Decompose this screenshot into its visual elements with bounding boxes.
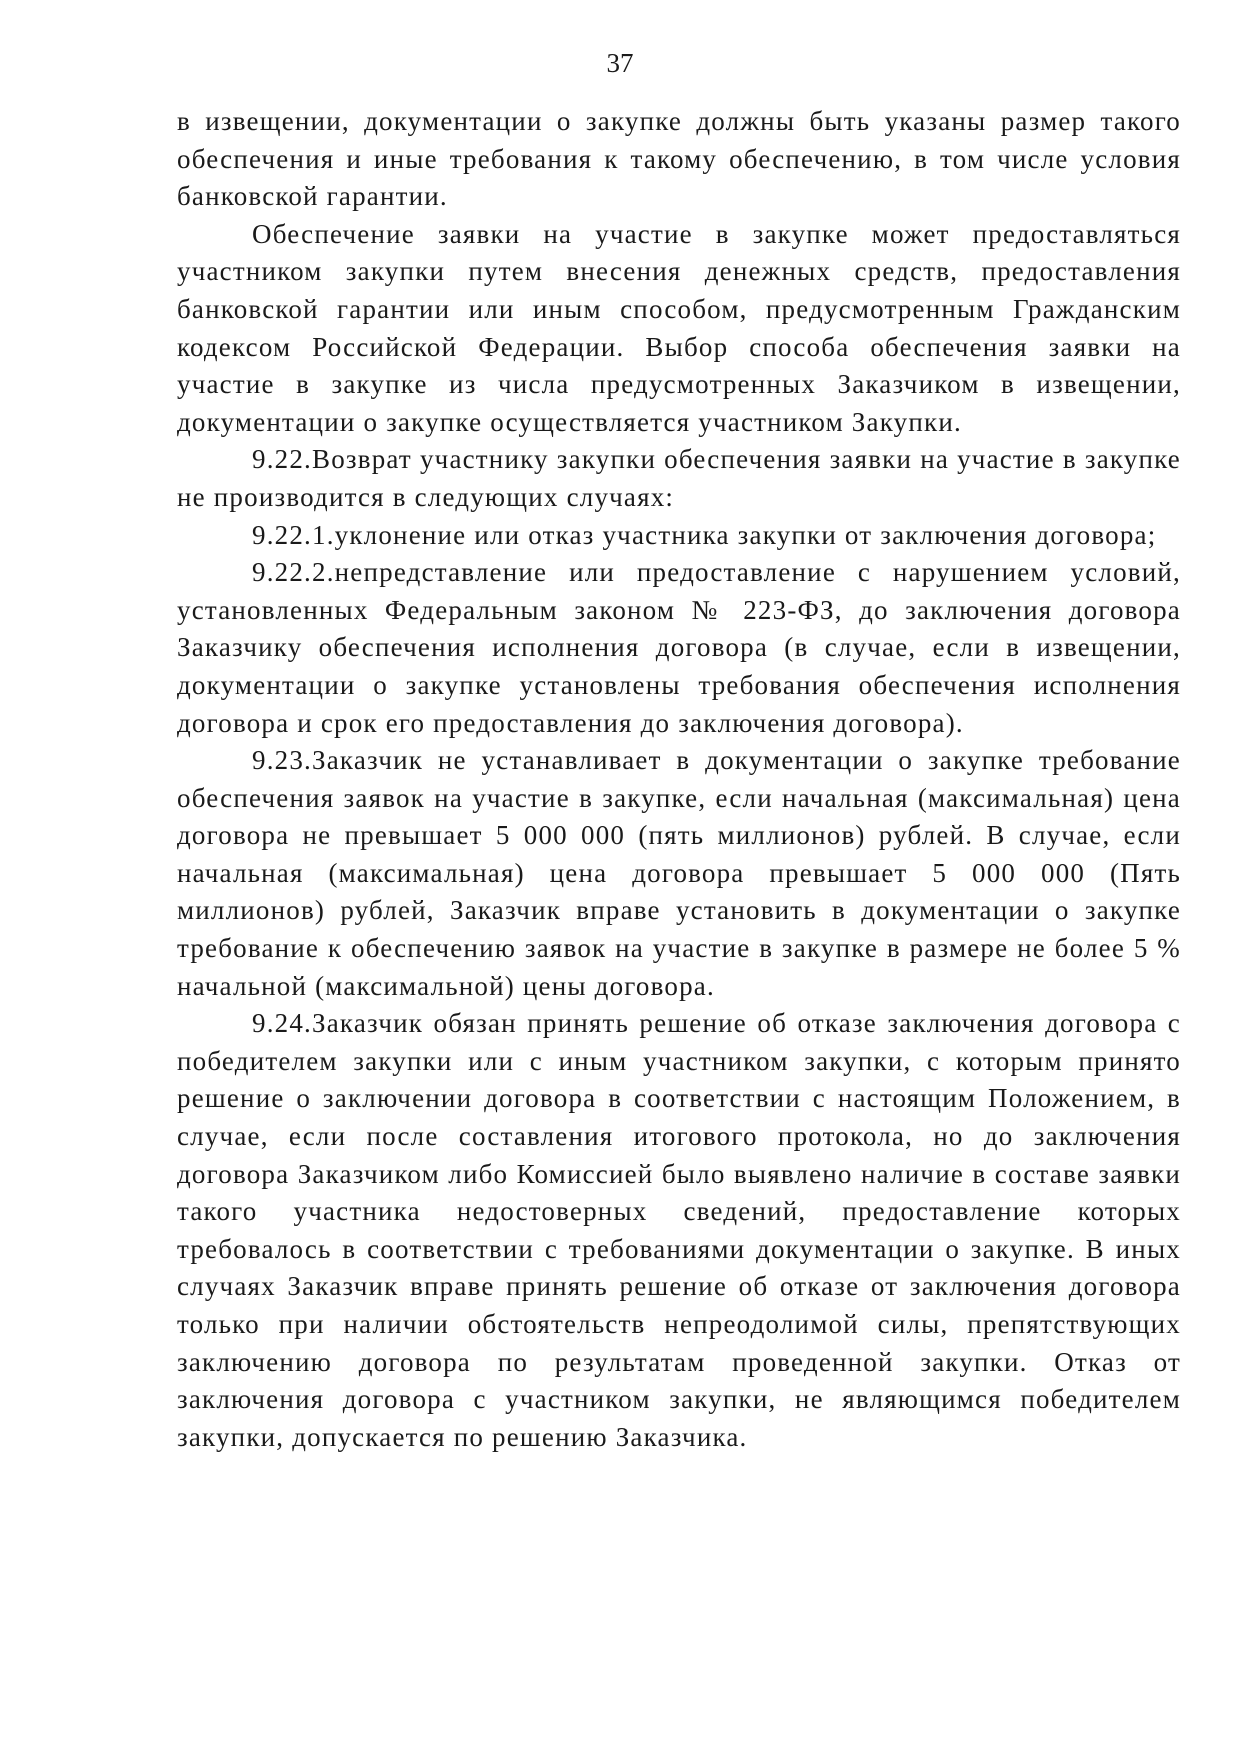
paragraph-9-22: 9.22.Возврат участнику закупки обеспечения заявки на участие в закупке не производится в следующих случаях: xyxy=(177,444,1181,512)
page-number: 37 xyxy=(606,48,634,78)
paragraph-9-22-1: 9.22.1.уклонение или отказ участника закупки от заключения договора; xyxy=(252,519,1157,550)
paragraph-9-23: 9.23.Заказчик не устанавливает в документации о закупке требование обеспечения заявок на участие в закупке, если начальная (максимальная) цена договора не превышает 5 000 000 (пять миллионов) рублей. В случае, если начальная (максимальная) цена договора превышает 5 000 000 (Пять миллионов) рублей, Заказчик вправе установить в документации о закупке требование к обеспечению заявок на участие в закупке в размере не более 5 % начальной (максимальной) цены договора. xyxy=(177,745,1181,1001)
paragraph-9-22-2: 9.22.2.непредставление или предоставление с нарушением условий, установленных Федеральным законом № 223-ФЗ, до заключения договора Заказчику обеспечения исполнения договора (в случае, если в извещении, документации о закупке установлены требования обеспечения исполнения договора и срок его предоставления до заключения договора). xyxy=(177,557,1181,738)
paragraph-security-methods: Обеспечение заявки на участие в закупке может предоставляться участником закупки путем внесения денежных средств, предоставления банковской гарантии или иным способом, предусмотренным Гражданским кодексом Российской Федерации. Выбор способа обеспечения заявки на участие в закупке из числа предусмотренных Заказчиком в извещении, документации о закупке осуществляется участником Закупки. xyxy=(177,218,1181,437)
paragraph-9-24: 9.24.Заказчик обязан принять решение об отказе заключения договора с победителем закупки или с иным участником закупки, с которым принято решение о заключении договора в соответствии с настоящим Положением, в случае, если после составления итогового протокола, но до заключения договора Заказчиком либо Комиссией было выявлено наличие в составе заявки такого участника недостоверных сведений, предоставление которых требовалось в соответствии с требованиями документации о закупке. В иных случаях Заказчик вправе принять решение об отказе от заключения договора только при наличии обстоятельств непреодолимой силы, препятствующих заключению договора по результатам проведенной закупки. Отказ от заключения договора с участником закупки, не являющимся победителем закупки, допускается по решению Заказчика. xyxy=(177,1008,1181,1452)
document-body xyxy=(177,103,1181,1456)
paragraph-continuation: в извещении, документации о закупке должны быть указаны размер такого обеспечения и иные требования к такому обеспечению, в том числе условия банковской гарантии. xyxy=(177,106,1181,212)
